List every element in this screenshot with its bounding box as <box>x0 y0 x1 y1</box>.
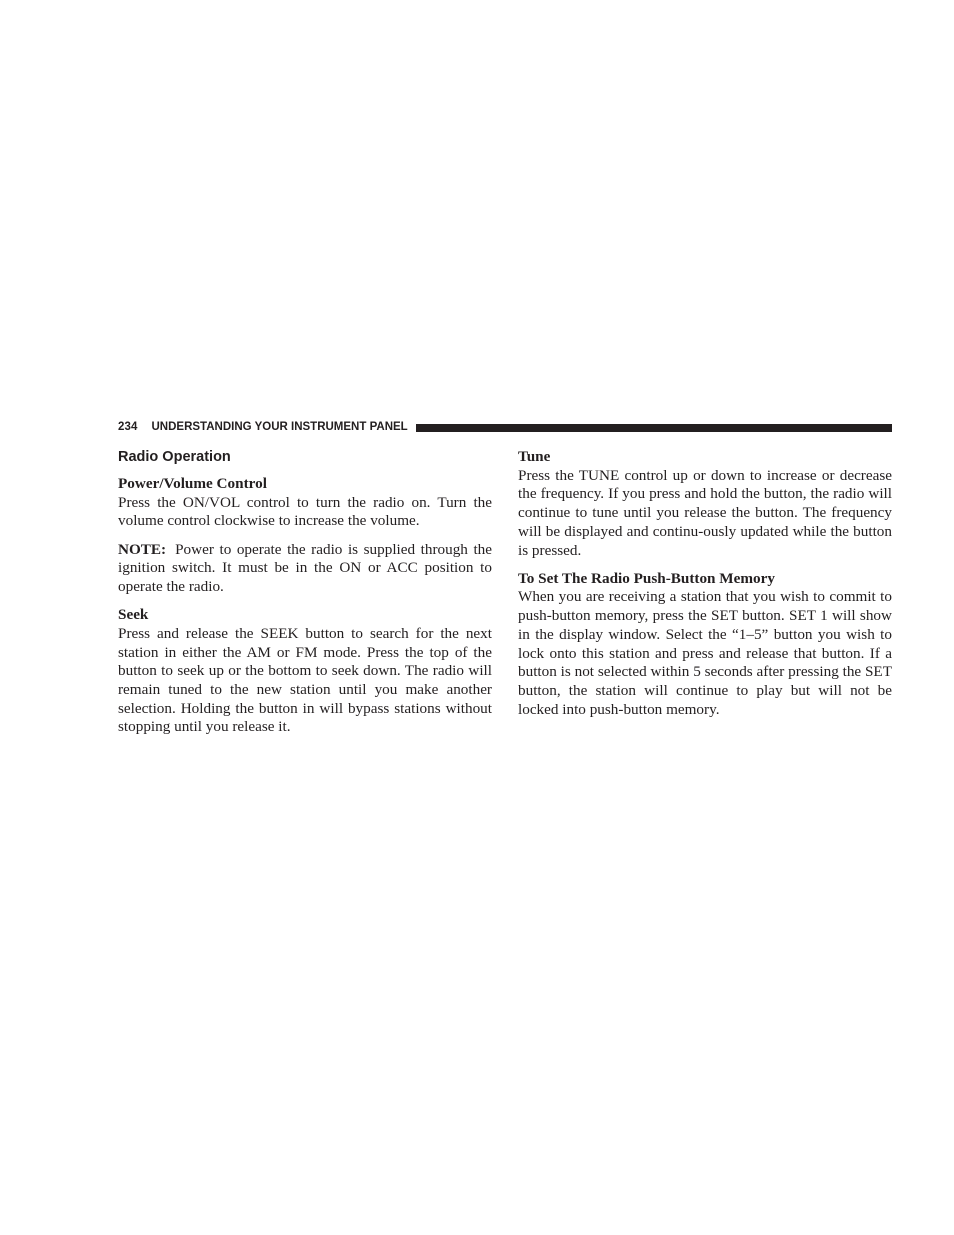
memory-title: To Set The Radio Push-Button Memory <box>518 569 775 587</box>
power-volume-title: Power/Volume Control <box>118 475 267 492</box>
section-title: Radio Operation <box>118 449 231 465</box>
note-paragraph <box>118 541 492 597</box>
page-number: 234 <box>118 421 138 433</box>
note-text: Power to operate the radio is supplied through the ignition switch. It must be in the ON or ACC position to operate the radio. <box>118 540 492 596</box>
tune-title: Tune <box>518 448 551 465</box>
right-column <box>518 448 892 719</box>
seek-title: Seek <box>118 606 149 624</box>
page-header <box>118 419 892 435</box>
seek-text: Press and release the SEEK button to search for the next station in either the AM or FM mode. Press the top of the button to seek up or the bottom to seek down. The radio will remain tuned to the new station until you make another selection. Holding the button in will bypass stations without stopping until you release it. <box>118 624 492 736</box>
header-rule <box>416 424 892 432</box>
note-label: NOTE: <box>118 540 167 558</box>
section-heading: UNDERSTANDING YOUR INSTRUMENT PANEL <box>151 421 408 433</box>
memory-text: When you are receiving a station that you wish to commit to push-button memory, press the SET button. SET 1 will show in the display window. Select the “1–5” button you wish to lock onto this station and press and release that button. If a button is not selected within 5 seconds after pressing the SET button, the station will continue to play but will not be locked into push-button memory. <box>518 588 892 718</box>
power-volume-text: Press the ON/VOL control to turn the radio on. Turn the volume control clockwise to increase the volume. <box>118 493 492 530</box>
tune-text: Press the TUNE control up or down to increase or decrease the frequency. If you press and hold the button, the radio will continue to tune until you release the button. The frequency will be displayed and continu-ously updated while the button is pressed. <box>518 466 892 559</box>
left-column <box>118 448 492 737</box>
